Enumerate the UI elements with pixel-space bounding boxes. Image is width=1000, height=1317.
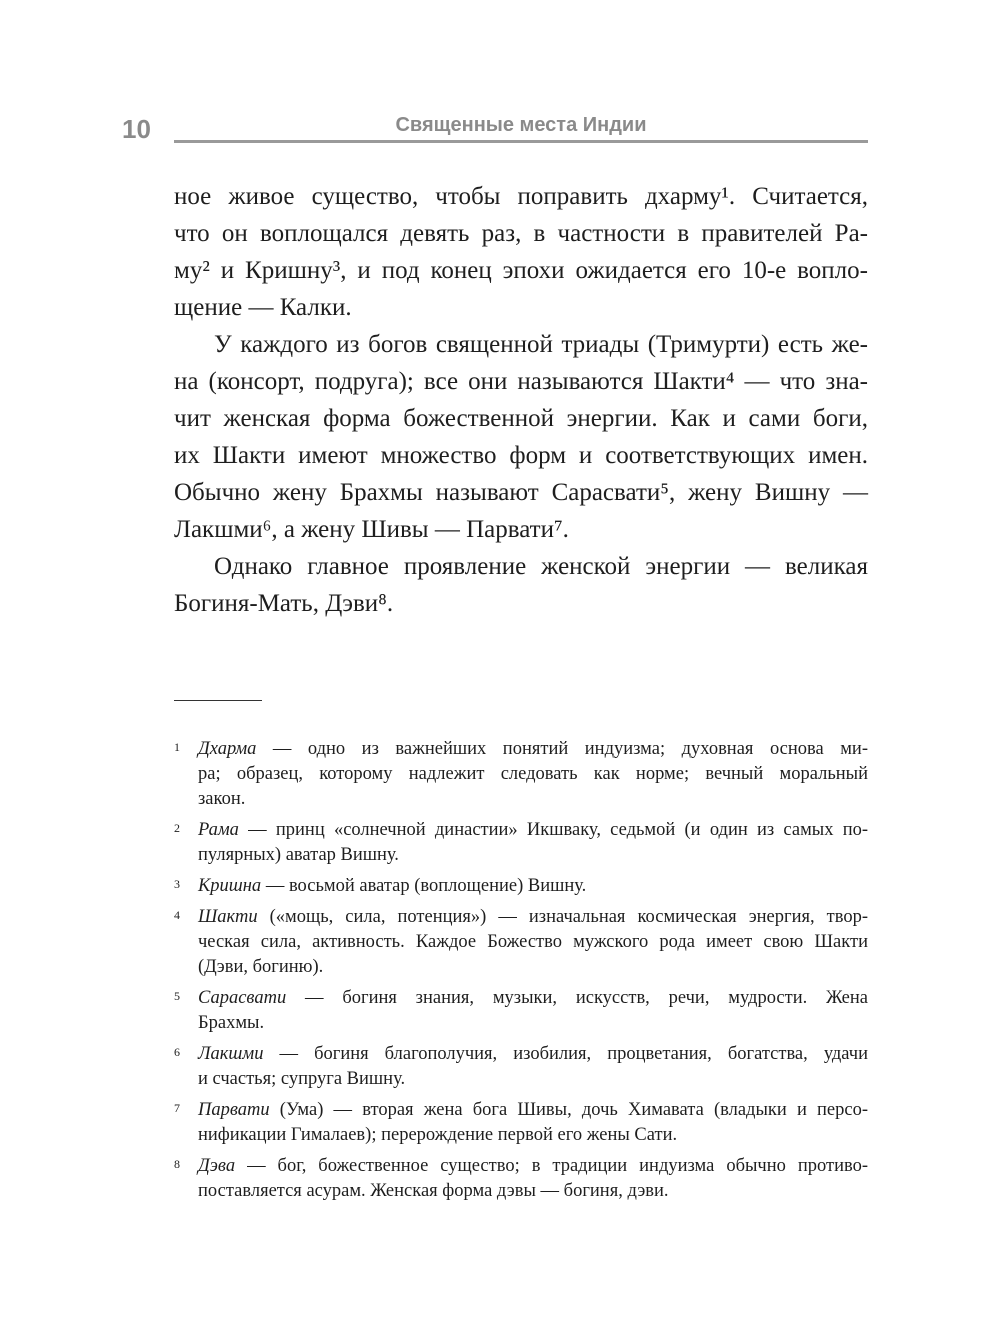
footnote-term: Кришна [198, 876, 262, 896]
paragraph-line: чит женская форма божественной энергии. Как и сами боги, [174, 405, 868, 432]
footnote-term: Шакти [198, 907, 258, 927]
footnote-term: Лакшми [198, 1044, 264, 1064]
footnote-separator [174, 700, 262, 701]
footnote-term: Дхарма [198, 739, 257, 759]
footnote-line: ра; образец, которому надлежит следовать как норме; вечный моральный [198, 764, 868, 784]
footnote-text: — одно из важнейших понятий индуизма; духовная основа ми- [256, 739, 868, 759]
footnote-number: 3 [174, 877, 180, 891]
footnote-text: — бог, божественное существо; в традиции индуизма обычно противо- [235, 1156, 868, 1176]
body-text [174, 178, 868, 622]
footnote-text: — принц «солнечной династии» Икшваку, седьмой (и один из самых по- [238, 820, 868, 840]
footnote [174, 1154, 868, 1204]
footnote-term: Рама [198, 820, 239, 840]
paragraph-line: их Шакти имеют множество форм и соответствующих имен. [174, 442, 868, 469]
footnote-text: — восьмой аватар (воплощение) Вишну. [261, 876, 587, 896]
footnote-line [198, 905, 868, 930]
footnote [174, 1098, 868, 1148]
paragraph-line: Богиня-Мать, Дэви⁸. [174, 590, 394, 617]
footnote-line [198, 1042, 868, 1067]
footnote-line: пулярных) аватар Вишну. [198, 845, 399, 865]
footnote [174, 737, 868, 812]
paragraph-line: У каждого из богов священной триады (Тримурти) есть же- [214, 331, 868, 358]
paragraph-line: Лакшми⁶, а жену Шивы — Парвати⁷. [174, 516, 569, 543]
paragraph-line: Однако главное проявление женской энергии — великая [214, 553, 868, 580]
footnotes [174, 737, 868, 1210]
footnote-number: 5 [174, 989, 180, 1003]
footnote-line [198, 1154, 868, 1179]
footnote-text: («мощь, сила, потенция») — изначальная космическая энергия, твор- [257, 907, 868, 927]
footnote-term: Парвати [198, 1100, 270, 1120]
footnote-line: нификации Гималаев); перерождение первой его жены Сати. [198, 1125, 678, 1145]
paragraph-line: му² и Кришну³, и под конец эпохи ожидается его 10-е вопло- [174, 257, 868, 284]
footnote-line [198, 737, 868, 762]
footnote-number: 8 [174, 1157, 180, 1171]
paragraph-line: щение — Калки. [174, 294, 352, 321]
paragraph-line: ное живое существо, чтобы поправить дхарму¹. Считается, [174, 183, 868, 210]
footnote-line [198, 874, 868, 899]
footnote-text: — богиня знания, музыки, искусств, речи, мудрости. Жена [286, 988, 868, 1008]
paragraph-line: на (консорт, подруга); все они называются Шакти⁴ — что зна- [174, 368, 868, 395]
paragraph-line: Обычно жену Брахмы называют Сарасвати⁵, жену Вишну — [174, 479, 868, 506]
footnote [174, 818, 868, 868]
footnote-line: ческая сила, активность. Каждое Божество мужского рода имеет свою Шакти [198, 932, 868, 952]
footnote-line [198, 1098, 868, 1123]
footnote [174, 986, 868, 1036]
footnote-text: — богиня благополучия, изобилия, процветания, богатства, удачи [263, 1044, 868, 1064]
footnote-line: и счастья; супруга Вишну. [198, 1069, 406, 1089]
footnote-line: закон. [198, 789, 246, 809]
page-number: 10 [122, 114, 151, 144]
footnote [174, 874, 868, 899]
footnote [174, 1042, 868, 1092]
footnote-line [198, 818, 868, 843]
header-rule [174, 140, 868, 143]
footnote-number: 1 [174, 740, 180, 754]
footnote-line: (Дэви, богиню). [198, 957, 324, 977]
footnote-line: поставляется асурам. Женская форма дэвы — богиня, дэви. [198, 1181, 669, 1201]
footnote-term: Дэва [198, 1156, 236, 1176]
footnote-number: 2 [174, 821, 180, 835]
footnote-number: 4 [174, 908, 180, 922]
footnote [174, 905, 868, 980]
running-title: Священные места Индии [395, 114, 647, 136]
footnote-number: 7 [174, 1101, 180, 1115]
footnote-number: 6 [174, 1045, 180, 1059]
footnote-line: Брахмы. [198, 1013, 265, 1033]
paragraph-line: что он воплощался девять раз, в частности в правителей Ра- [174, 220, 868, 247]
footnote-line [198, 986, 868, 1011]
footnote-term: Сарасвати [198, 988, 287, 1008]
footnote-text: (Ума) — вторая жена бога Шивы, дочь Химавата (владыки и персо- [269, 1100, 868, 1120]
